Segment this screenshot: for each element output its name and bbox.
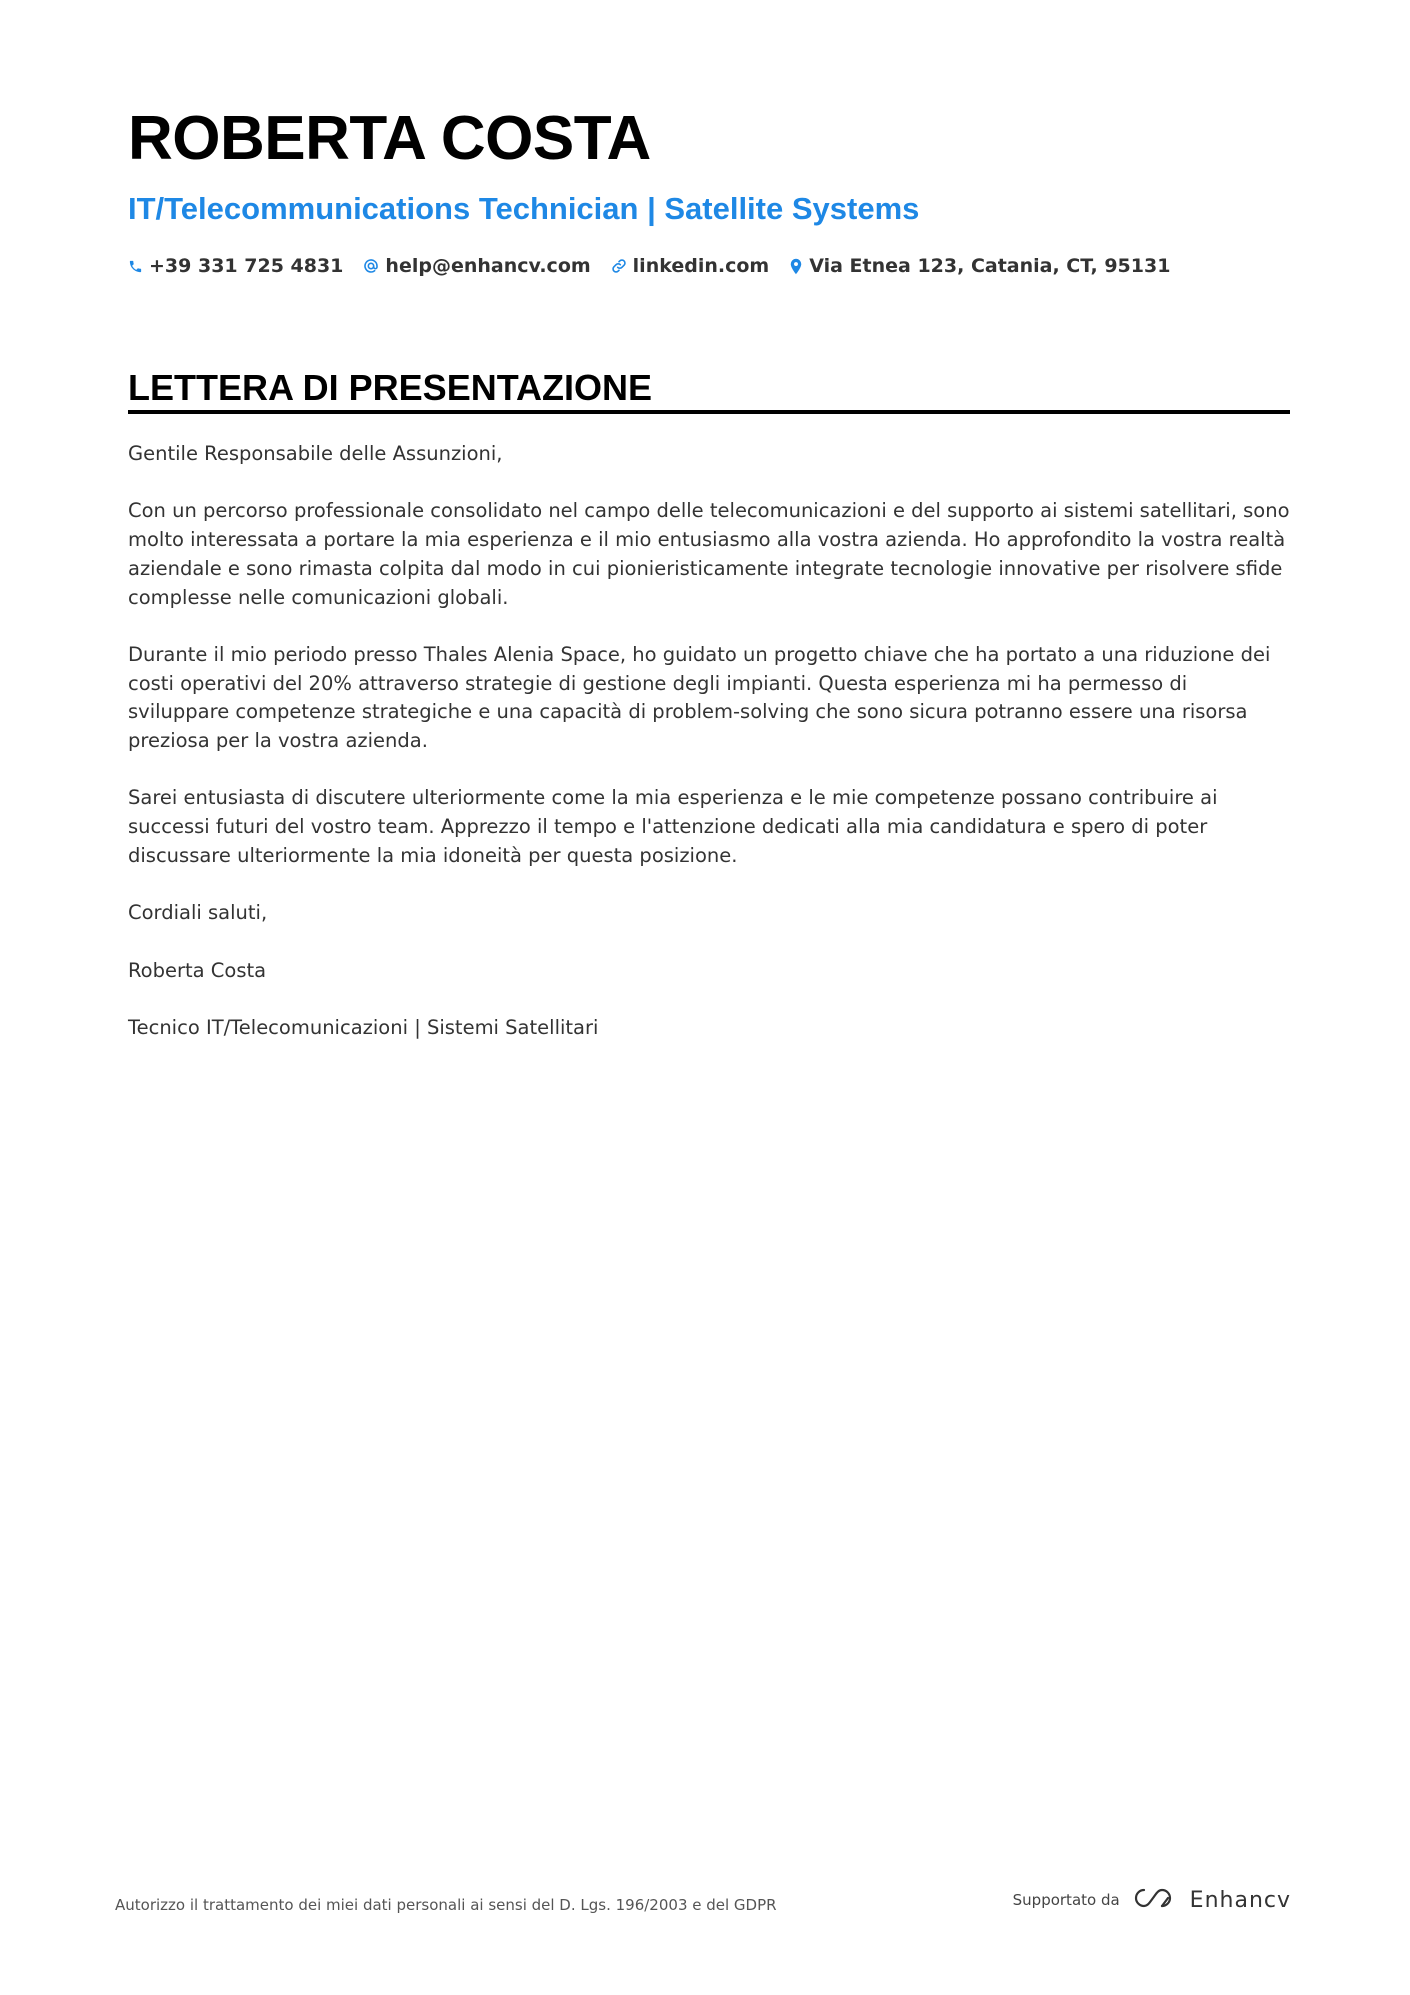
email-address[interactable]: help@enhancv.com: [385, 255, 591, 277]
linkedin-link[interactable]: linkedin.com: [632, 255, 770, 277]
contact-email[interactable]: [363, 255, 590, 277]
letter-paragraph: Con un percorso professionale consolidato nel campo delle telecomunicazioni e del supporto ai sistemi satellitari, sono molto interessata a portare la mia esperienza e il mio entusiasmo alla vostra azienda. Ho approfondito la vostra realtà aziendale e sono rimasta colpita dal modo in cui pionieristicamente integrate tecnologie innovative per risolvere sfide complesse nelle comunicazioni globali.: [128, 499, 1290, 609]
letter-greeting: Gentile Responsabile delle Assunzioni,: [128, 442, 503, 465]
contact-bar: [128, 255, 1170, 277]
letter-body: [128, 440, 1290, 1071]
contact-address: [789, 255, 1170, 277]
contact-linkedin[interactable]: [611, 255, 770, 277]
address-text: Via Etnea 123, Catania, CT, 95131: [809, 255, 1171, 277]
location-pin-icon: [789, 258, 803, 275]
powered-by-label: Supportato da: [1012, 1891, 1120, 1909]
letter-paragraph: Sarei entusiasta di discutere ulteriormente come la mia esperienza e le mie competenze possano contribuire ai successi futuri del vostro team. Apprezzo il tempo e l'attenzione dedicati alla mia candidatura e spero di poter discussare ulteriormente la mia idoneità per questa posizione.: [128, 786, 1218, 867]
phone-icon: [128, 259, 143, 274]
section-title: LETTERA DI PRESENTAZIONE: [128, 367, 653, 408]
signature-name: Roberta Costa: [128, 958, 267, 982]
candidate-name: ROBERTA COSTA: [128, 104, 651, 173]
letter-paragraph: Durante il mio periodo presso Thales Alenia Space, ho guidato un progetto chiave che ha portato a una riduzione dei costi operativi del 20% attraverso strategie di gestione degli impianti. Questa esperienza mi ha permesso di sviluppare competenze strategiche e una capacità di problem-solving che sono sicura potranno essere una risorsa preziosa per la vostra azienda.: [128, 642, 1271, 752]
phone-number: +39 331 725 4831: [149, 255, 344, 277]
at-icon: [363, 258, 379, 274]
link-icon: [611, 258, 627, 274]
powered-by[interactable]: [1013, 1886, 1291, 1914]
section-divider: [128, 410, 1290, 414]
privacy-consent: Autorizzo il trattamento dei miei dati personali ai sensi del D. Lgs. 196/2003 e del GDPR: [115, 1896, 777, 1914]
contact-phone: [128, 255, 343, 277]
enhancv-brand-name[interactable]: Enhancv: [1189, 1887, 1291, 1913]
signature-title: Tecnico IT/Telecomunicazioni | Sistemi Satellitari: [128, 1015, 599, 1039]
candidate-headline: IT/Telecommunications Technician | Satellite Systems: [128, 191, 920, 226]
enhancv-logo-icon: [1132, 1886, 1178, 1914]
letter-closing: Cordiali saluti,: [128, 901, 268, 925]
